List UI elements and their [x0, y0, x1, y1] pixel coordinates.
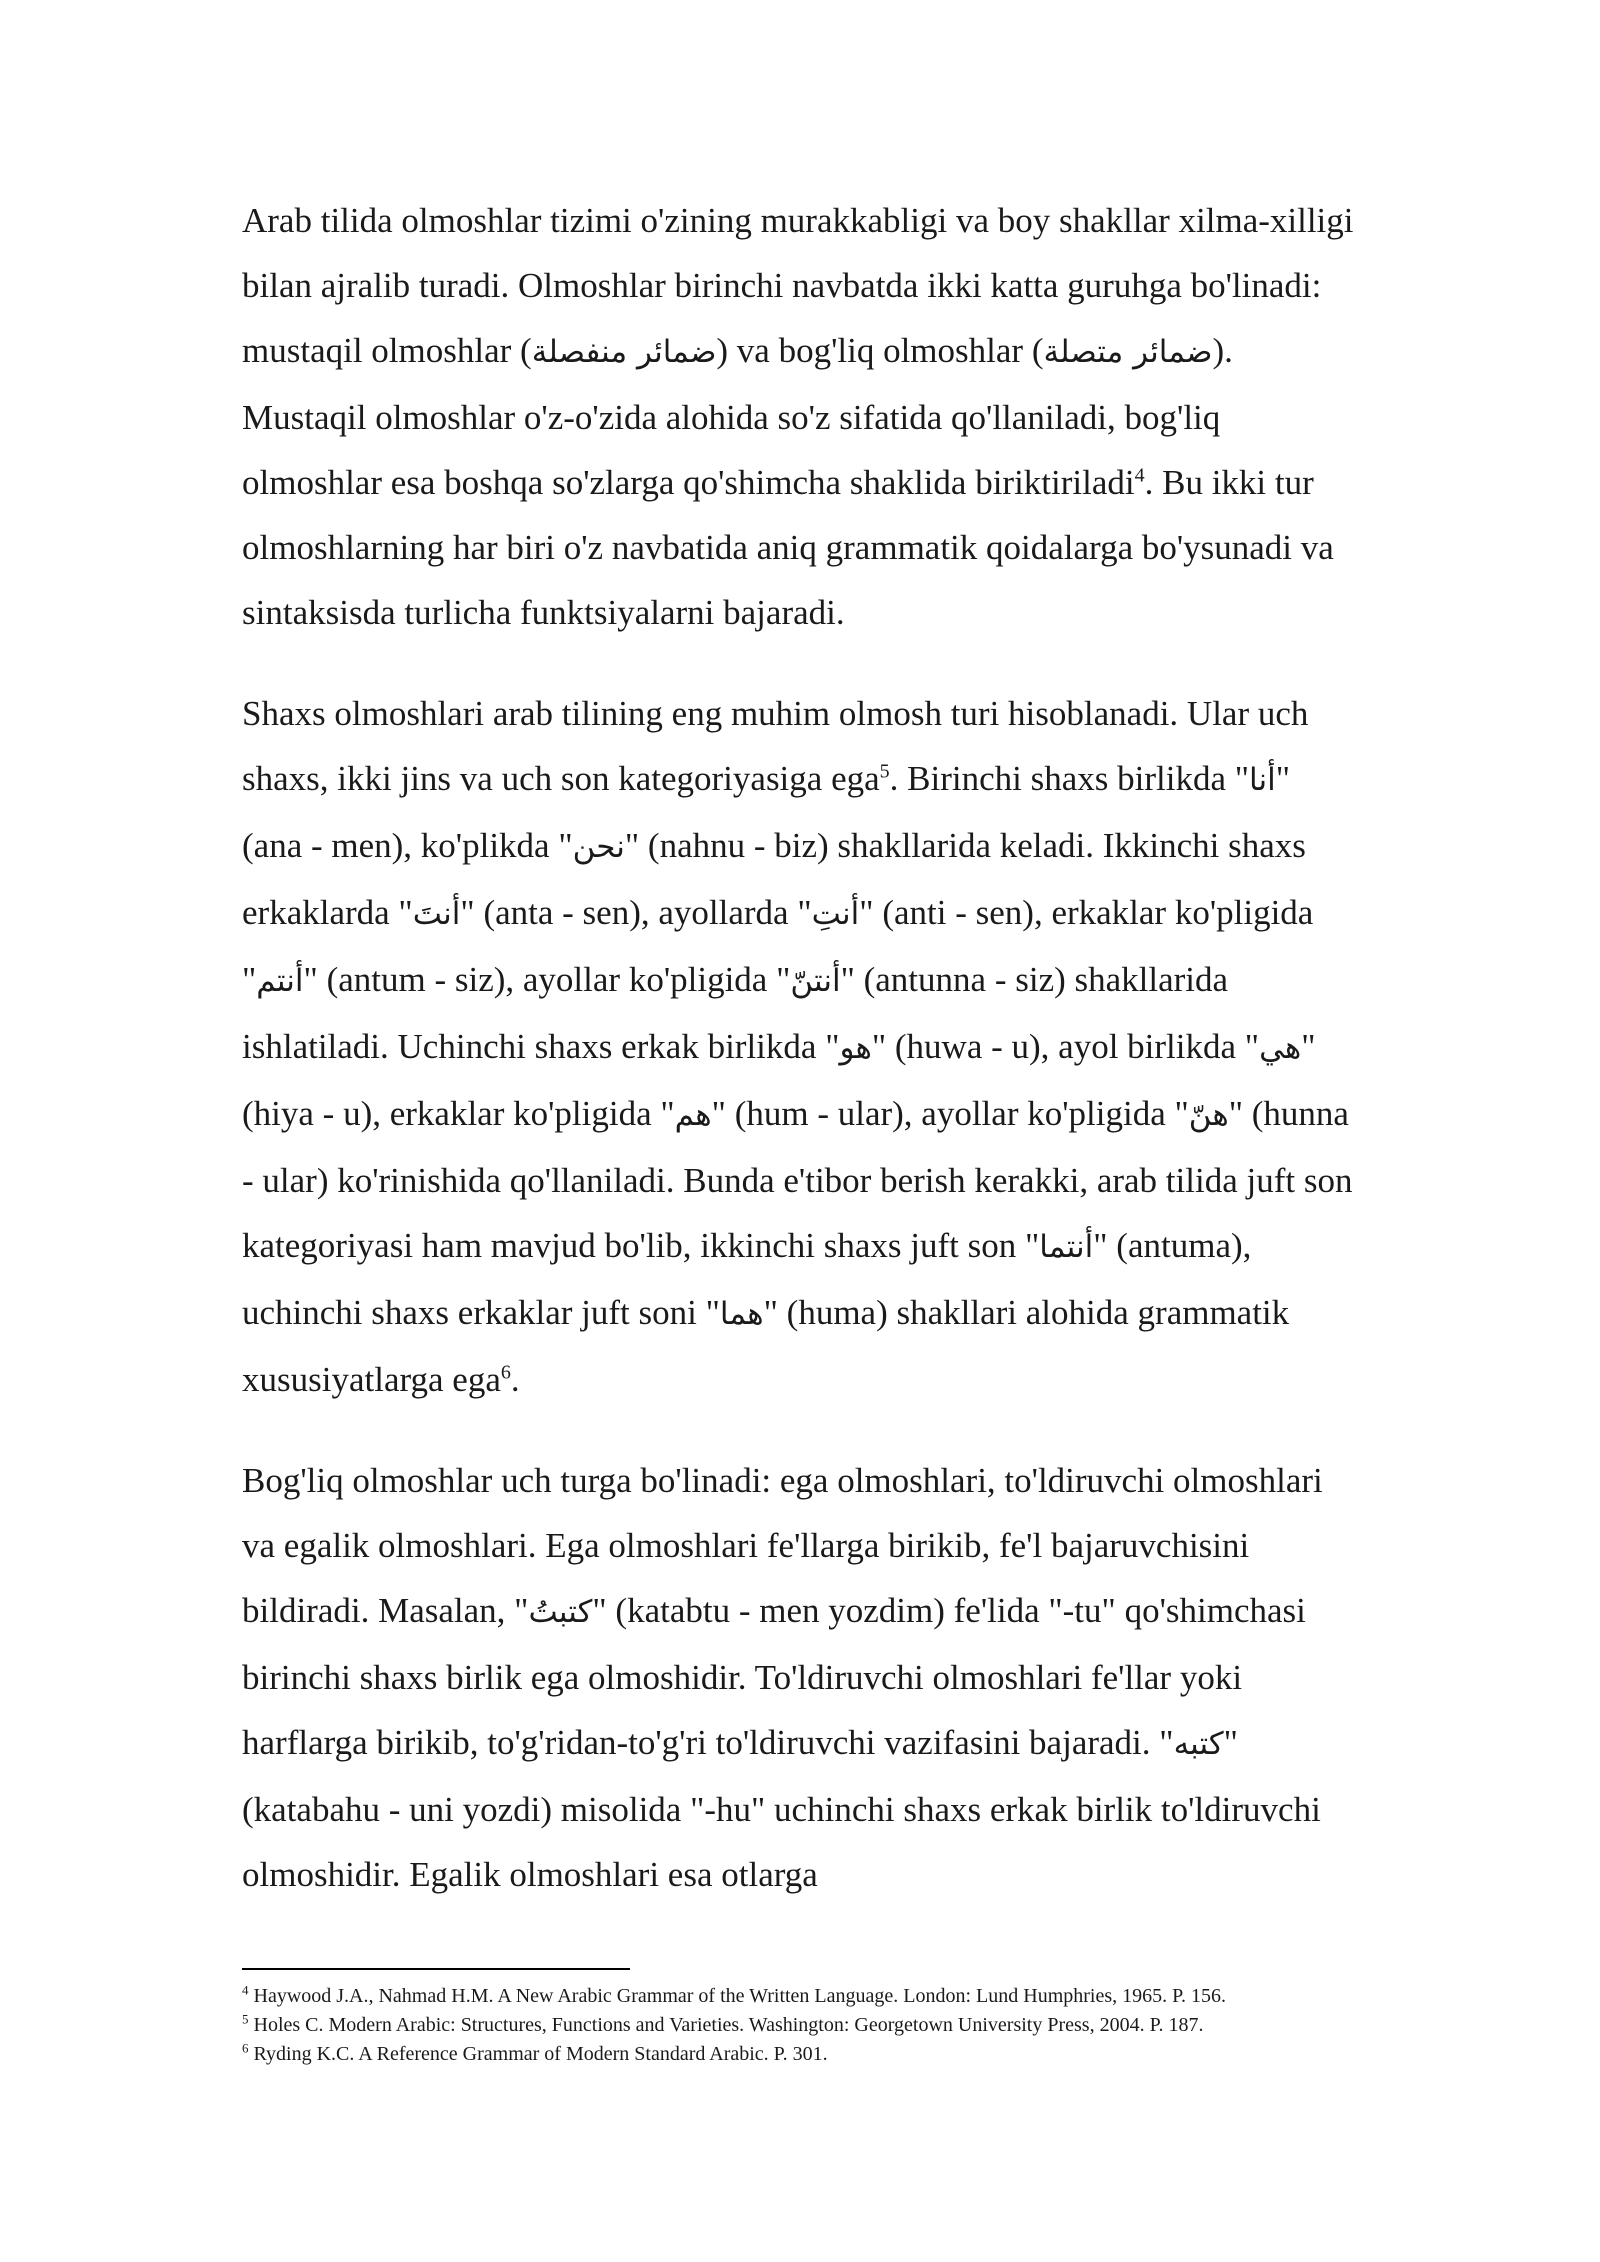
- paragraph: [242, 188, 1358, 645]
- arabic-term: نحن: [572, 829, 625, 865]
- text-run: " (katabtu - men yozdim) fe'lida "-tu" qo'shimchasi birinchi shaxs birlik ega olmoshidir. To'ldiruvchi olmoshlari fe'llar yoki harflarga birikib, to'g'ridan-to'g'ri to'ldiruvchi vazifasini bajaradi. ": [242, 1591, 1306, 1762]
- text-run: . Bu ikki tur olmoshlarning har biri o'z navbatida aniq grammatik qoidalarga bo'ysunadi va sintaksisda turlicha funktsiyalarni bajaradi.: [242, 463, 1334, 632]
- paragraph: [242, 681, 1358, 1412]
- arabic-term: هم: [674, 1097, 712, 1133]
- text-run: " (ana - men), ko'plikda ": [242, 759, 1291, 865]
- footnote-ref: 4: [1134, 464, 1145, 487]
- footnotes: [242, 1982, 1442, 2069]
- text-run: " (hiya - u), erkaklar ko'pligida ": [242, 1027, 1316, 1133]
- text-run: . Birinchi shaxs birlikda ": [889, 759, 1250, 798]
- arabic-term: أنتنّ: [790, 963, 841, 999]
- footnote: [242, 1982, 1442, 2011]
- arabic-term: كتبه: [1173, 1726, 1224, 1762]
- footnote-text: Ryding K.C. A Reference Grammar of Modern Standard Arabic. P. 301.: [248, 2043, 828, 2065]
- text-run: ). Mustaqil olmoshlar o'z-o'zida alohida so'z sifatida qo'llaniladi, bog'liq olmoshlar esa boshqa so'zlarga qo'shimcha shaklida biriktiriladi: [242, 331, 1233, 502]
- text-run: " (anti - sen), erkaklar ko'pligida ": [242, 893, 1314, 999]
- arabic-term: أنتما: [1039, 1229, 1094, 1265]
- arabic-term: أنتم: [256, 963, 304, 999]
- footnote-ref: 5: [879, 760, 890, 783]
- arabic-term: ضمائر منفصلة: [531, 334, 717, 370]
- arabic-term: هو: [839, 1030, 872, 1066]
- text-run: " (katabahu - uni yozdi) misolida "-hu" uchinchi shaxs erkak birlik to'ldiruvchi olmoshidir. Egalik olmoshlari esa otlarga: [242, 1723, 1321, 1894]
- text-run: ) va bog'liq olmoshlar (: [716, 331, 1044, 370]
- footnote-number: 5: [242, 2011, 249, 2027]
- text-run: " (nahnu - biz) shakllarida keladi. Ikkinchi shaxs erkaklarda ": [242, 826, 1306, 932]
- arabic-term: هما: [719, 1296, 764, 1332]
- footnote-ref: 6: [500, 1361, 511, 1384]
- arabic-term: هي: [1259, 1030, 1302, 1066]
- arabic-term: أنتَ: [412, 896, 461, 932]
- text-run: " (huma) shakllari alohida grammatik xususiyatlarga ega: [242, 1293, 1290, 1399]
- arabic-term: أنا: [1249, 762, 1276, 798]
- text-run: " (antuma), uchinchi shaxs erkaklar juft soni ": [242, 1226, 1252, 1332]
- paragraph: [242, 1448, 1358, 1907]
- arabic-term: ضمائر متصلة: [1043, 334, 1213, 370]
- text-run: " (hunna - ular) ko'rinishida qo'llaniladi. Bunda e'tibor berish kerakki, arab tilida juft son kategoriyasi ham mavjud bo'lib, ikkinchi shaxs juft son ": [242, 1094, 1353, 1265]
- text-run: " (antunna - siz) shakllarida ishlatiladi. Uchinchi shaxs erkak birlikda ": [242, 960, 1229, 1066]
- text-run: Bog'liq olmoshlar uch turga bo'linadi: ega olmoshlari, to'ldiruvchi olmoshlari va egalik olmoshlari. Ega olmoshlari fe'llarga birikib, fe'l bajaruvchisini bildiradi. Masalan, ": [242, 1461, 1323, 1630]
- text-run: " (huwa - u), ayol birlikda ": [871, 1027, 1260, 1066]
- text-run: " (anta - sen), ayollarda ": [460, 893, 812, 932]
- footnote-number: 4: [242, 1982, 249, 1998]
- text-run: Arab tilida olmoshlar tizimi o'zining murakkabligi va boy shakllar xilma-xilligi bilan ajralib turadi. Olmoshlar birinchi navbatda ikki katta guruhga bo'linadi: mustaqil olmoshlar (: [242, 201, 1354, 370]
- body-text: [242, 188, 1358, 1907]
- footnote-number: 6: [242, 2040, 249, 2056]
- arabic-term: هنّ: [1188, 1097, 1229, 1133]
- text-run: " (hum - ular), ayollar ko'pligida ": [711, 1094, 1189, 1133]
- footnote: [242, 2040, 1442, 2069]
- arabic-term: كتبتُ: [528, 1594, 593, 1630]
- footnote-text: Haywood J.A., Nahmad H.M. A New Arabic Grammar of the Written Language. London: Lund Humphries, 1965. P. 156.: [248, 1985, 1227, 2007]
- text-run: Shaxs olmoshlari arab tilining eng muhim olmosh turi hisoblanadi. Ular uch shaxs, ikki jins va uch son kategoriyasiga ega: [242, 694, 1309, 798]
- footnote-text: Holes C. Modern Arabic: Structures, Functions and Varieties. Washington: Georgetown University Press, 2004. P. 187.: [248, 2014, 1204, 2036]
- text-run: " (antum - siz), ayollar ko'pligida ": [303, 960, 791, 999]
- text-run: .: [510, 1360, 520, 1399]
- footnote: [242, 2011, 1442, 2040]
- footnote-separator: [242, 1968, 630, 1970]
- arabic-term: أنتِ: [811, 896, 860, 932]
